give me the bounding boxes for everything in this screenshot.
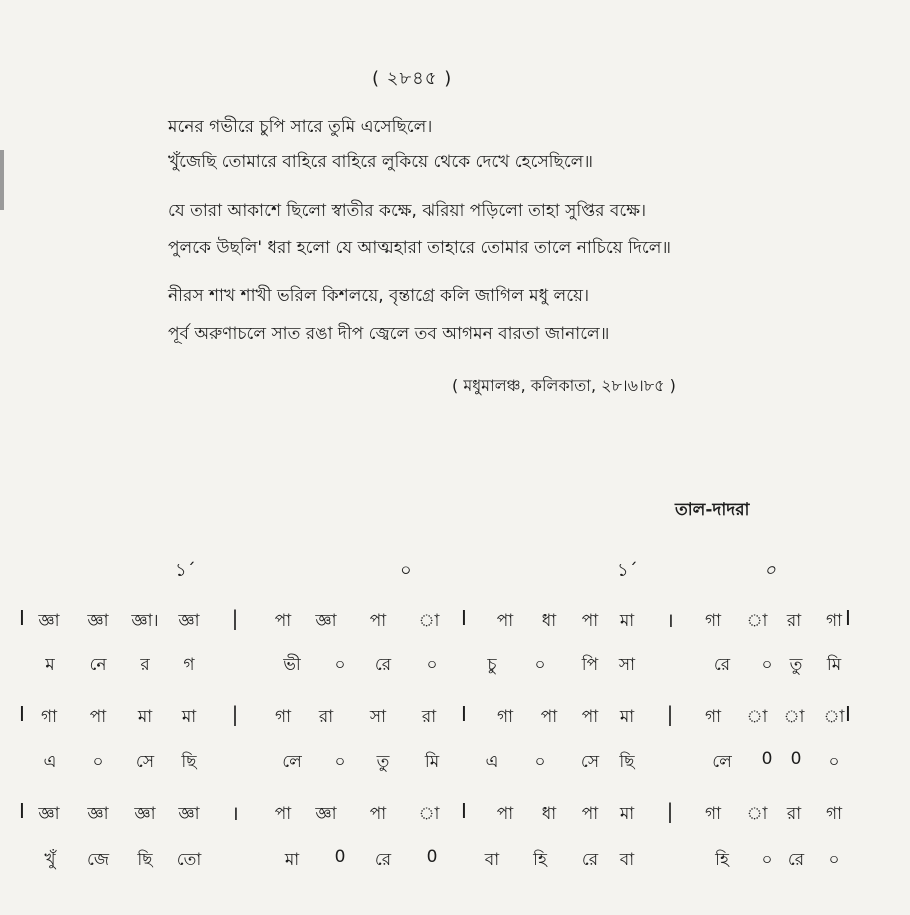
swara-note: পা xyxy=(540,707,558,727)
swara-note: গা xyxy=(825,804,843,824)
swara-note: গা xyxy=(496,707,514,727)
swara-note: সা xyxy=(369,707,387,727)
beat-mark: ০ xyxy=(764,560,776,581)
swara-note: পা xyxy=(274,611,292,631)
lyric-syllable: ম xyxy=(45,655,55,675)
beat-mark: ১´ xyxy=(617,560,638,581)
swara-note: পা xyxy=(369,611,387,631)
swara-note: মা xyxy=(619,611,635,631)
swara-note: পা xyxy=(581,611,599,631)
swara-note: পা xyxy=(581,804,599,824)
swara-note: জ্ঞা xyxy=(87,804,109,824)
swara-note: জ্ঞা xyxy=(134,804,156,824)
lyric-syllable: 0 xyxy=(426,847,438,867)
swara-note: া xyxy=(783,707,805,727)
bar-line: I xyxy=(19,702,25,726)
lyric-syllable: তু xyxy=(789,655,803,675)
lyric-syllable: রে xyxy=(374,655,392,675)
lyric-syllable: এ xyxy=(485,752,499,772)
bar-line: I xyxy=(461,799,467,823)
taal-label: তাল-দাদরা xyxy=(675,500,750,520)
swara-note: পা xyxy=(496,611,514,631)
lyric-syllable: মা xyxy=(284,850,300,870)
lyric-syllable: গ xyxy=(183,655,195,675)
swara-note: মা xyxy=(137,707,153,727)
lyric-syllable: রে xyxy=(374,850,392,870)
swara-note: মা xyxy=(181,707,197,727)
bar-line: । xyxy=(666,608,674,632)
lyric-syllable: 0 xyxy=(334,847,346,867)
lyric-syllable: ০ xyxy=(534,655,546,675)
lyric-syllable: ০ xyxy=(426,655,438,675)
bar-line: I xyxy=(19,799,25,823)
swara-note: া xyxy=(418,804,440,824)
lyric-syllable: ০ xyxy=(334,655,346,675)
lyric-line-3: যে তারা আকাশে ছিলো স্বাতীর কক্ষে, ঝরিয়া পড়িলো তাহা সুপ্তির বক্ষে। xyxy=(168,201,647,221)
swara-note: গা xyxy=(704,804,722,824)
lyric-syllable: তো xyxy=(176,850,202,870)
lyric-syllable: ০ xyxy=(534,752,546,772)
bar-line: I xyxy=(845,702,851,726)
swara-note: রা xyxy=(421,707,437,727)
bar-line: | xyxy=(231,702,239,726)
lyric-line-6: পূর্ব অরুণাচলে সাত রঙা দীপ জ্বেলে তব আগমন বারতা জানালে॥ xyxy=(168,324,610,344)
swara-note: জ্ঞা। xyxy=(131,611,159,631)
swara-note: রা xyxy=(786,804,802,824)
swara-note: গা xyxy=(704,707,722,727)
lyric-syllable: খুঁ xyxy=(44,850,56,870)
citation: ( মধুমালঞ্চ, কলিকাতা, ২৮।৬।৮৫ ) xyxy=(452,376,676,395)
swara-note: জ্ঞা xyxy=(178,611,200,631)
swara-note: রা xyxy=(786,611,802,631)
lyric-line-1: মনের গভীরে চুপি সারে তুমি এসেছিলে। xyxy=(168,117,433,137)
lyric-syllable: 0 xyxy=(761,749,773,769)
bar-line: | xyxy=(666,799,674,823)
swara-note: া xyxy=(746,804,768,824)
lyric-syllable: ছি xyxy=(181,752,197,772)
song-number: ( ২৮৪৫ ) xyxy=(372,68,453,89)
lyric-syllable: ০ xyxy=(92,752,104,772)
lyric-syllable: হি xyxy=(533,850,547,870)
lyric-syllable: লে xyxy=(712,752,732,772)
lyric-syllable: র xyxy=(140,655,150,675)
lyric-line-5: নীরস শাখ শাখী ভরিল কিশলয়ে, বৃন্তাগ্রে কলি জাগিল মধু লয়ে। xyxy=(168,286,590,306)
lyric-syllable: হি xyxy=(715,850,729,870)
lyric-syllable: বা xyxy=(619,850,635,870)
lyric-syllable: ০ xyxy=(828,850,840,870)
lyric-syllable: চু xyxy=(487,655,497,675)
swara-note: গা xyxy=(274,707,292,727)
bar-line: । xyxy=(231,801,239,825)
lyric-syllable: সে xyxy=(135,752,155,772)
lyric-syllable: রে xyxy=(713,655,731,675)
bar-line: | xyxy=(666,702,674,726)
swara-note: রা xyxy=(318,707,334,727)
lyric-line-4: পুলকে উছলি' ধরা হলো যে আত্মহারা তাহারে তোমার তালে নাচিয়ে দিলে॥ xyxy=(168,238,672,258)
lyric-syllable: ০ xyxy=(828,752,840,772)
swara-note: া xyxy=(823,707,845,727)
lyric-syllable: ছি xyxy=(619,752,635,772)
bar-line: I xyxy=(845,606,851,630)
lyric-syllable: ভী xyxy=(283,655,301,675)
swara-note: গা xyxy=(704,611,722,631)
swara-note: া xyxy=(746,707,768,727)
beat-mark: ০ xyxy=(400,560,412,581)
swara-note: ধা xyxy=(541,804,557,824)
swara-note: জ্ঞা xyxy=(315,804,337,824)
lyric-syllable: ০ xyxy=(761,655,773,675)
lyric-syllable: সা xyxy=(618,655,636,675)
swara-note: জ্ঞা xyxy=(315,611,337,631)
lyric-syllable: মি xyxy=(826,655,842,675)
bar-line: I xyxy=(19,606,25,630)
lyric-syllable: বা xyxy=(484,850,500,870)
swara-note: পা xyxy=(274,804,292,824)
lyric-syllable: জে xyxy=(86,850,110,870)
swara-note: মা xyxy=(619,707,635,727)
swara-note: জ্ঞা xyxy=(38,611,60,631)
lyric-syllable: সে xyxy=(580,752,600,772)
lyric-syllable: ছি xyxy=(137,850,153,870)
swara-note: গা xyxy=(825,611,843,631)
bar-line: I xyxy=(461,702,467,726)
swara-note: পা xyxy=(496,804,514,824)
bar-line: | xyxy=(231,606,239,630)
bar-line: I xyxy=(461,606,467,630)
lyric-syllable: তু xyxy=(376,752,390,772)
lyric-syllable: লে xyxy=(282,752,302,772)
swara-note: ধা xyxy=(541,611,557,631)
swara-note: গা xyxy=(40,707,58,727)
swara-note: জ্ঞা xyxy=(87,611,109,631)
swara-note: জ্ঞা xyxy=(38,804,60,824)
lyric-syllable: ০ xyxy=(761,850,773,870)
lyric-syllable: 0 xyxy=(790,749,802,769)
swara-note: পা xyxy=(369,804,387,824)
swara-note: া xyxy=(746,611,768,631)
lyric-syllable: রে xyxy=(787,850,805,870)
swara-note: া xyxy=(418,611,440,631)
lyric-syllable: পি xyxy=(581,655,599,675)
lyric-syllable: নে xyxy=(89,655,107,675)
lyric-syllable: মি xyxy=(424,752,440,772)
beat-mark: ১´ xyxy=(175,560,196,581)
page-edge-shadow xyxy=(0,150,4,210)
swara-note: মা xyxy=(619,804,635,824)
swara-note: পা xyxy=(581,707,599,727)
lyric-syllable: ০ xyxy=(334,752,346,772)
swara-note: জ্ঞা xyxy=(178,804,200,824)
lyric-syllable: রে xyxy=(581,850,599,870)
swara-note: পা xyxy=(89,707,107,727)
lyric-line-2: খুঁজেছি তোমারে বাহিরে বাহিরে লুকিয়ে থেকে দেখে হেসেছিলে॥ xyxy=(168,152,593,172)
lyric-syllable: এ xyxy=(43,752,57,772)
